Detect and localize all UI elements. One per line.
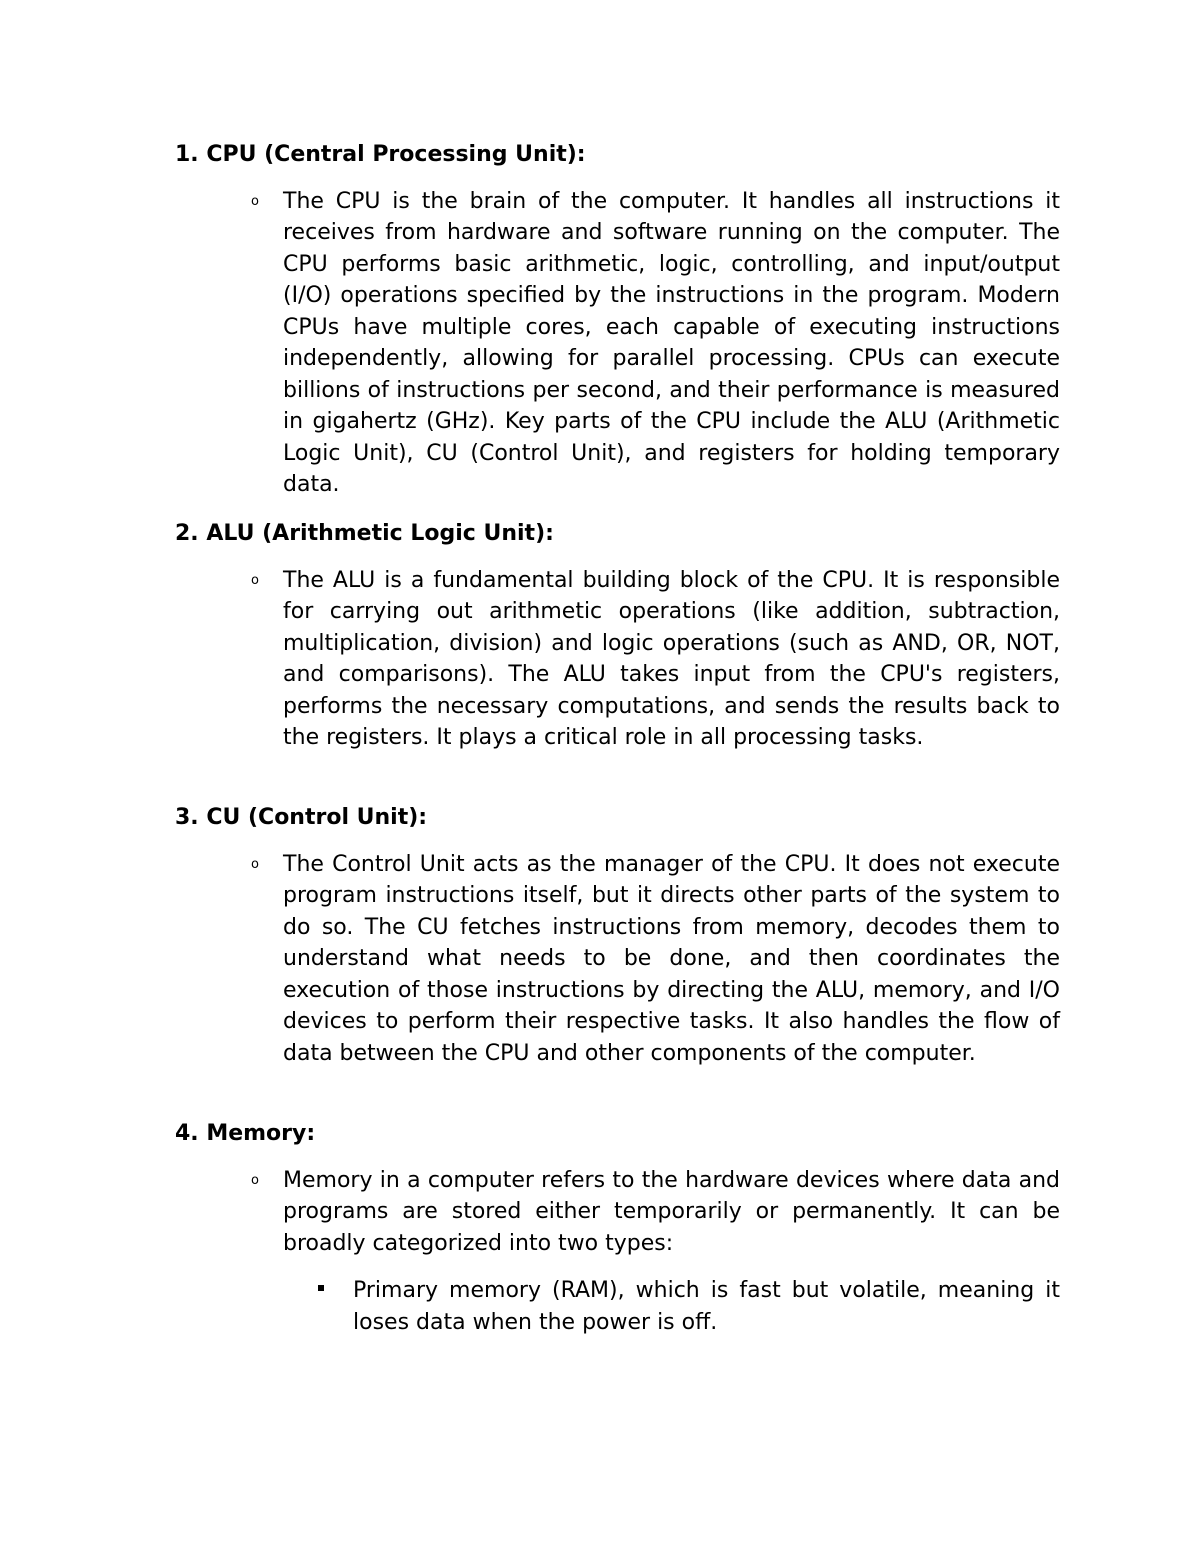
section-heading: 1. CPU (Central Processing Unit): — [175, 142, 586, 167]
list-item — [175, 565, 1060, 754]
list-item — [175, 186, 1060, 501]
section-cpu — [175, 139, 1060, 501]
square-bullet-icon — [318, 1285, 324, 1291]
paragraph: The CPU is the brain of the computer. It handles all instructions it receives from hardware and software running on the computer. The CPU performs basic arithmetic, logic, controlling, and input/output (I/O) operations specified by the instructions in the program. Modern CPUs have multiple cores, each capable of executing instructions independently, allowing for parallel processing. CPUs can execute billions of instructions per second, and their performance is measured in gigahertz (GHz). Key parts of the CPU include the ALU (Arithmetic Logic Unit), CU (Control Unit), and registers for holding temporary data. — [283, 188, 1060, 497]
section-heading: 2. ALU (Arithmetic Logic Unit): — [175, 521, 554, 546]
list-item — [175, 1165, 1060, 1260]
circle-bullet-icon: o — [251, 572, 259, 588]
section-alu — [175, 518, 1060, 754]
section-heading: 3. CU (Control Unit): — [175, 805, 428, 830]
section-heading: 4. Memory: — [175, 1121, 316, 1146]
section-memory — [175, 1118, 1060, 1338]
circle-bullet-icon: o — [251, 856, 259, 872]
paragraph: Memory in a computer refers to the hardware devices where data and programs are stored either temporarily or permanently. It can be broadly categorized into two types: — [283, 1167, 1060, 1256]
paragraph: The ALU is a fundamental building block of the CPU. It is responsible for carrying out arithmetic operations (like addition, subtraction, multiplication, division) and logic operations (such as AND, OR, NOT, and comparisons). The ALU takes input from the CPU's registers, performs the necessary computations, and sends the results back to the registers. It plays a critical role in all processing tasks. — [283, 567, 1060, 750]
list-item — [175, 849, 1060, 1070]
sub-list-item — [175, 1275, 1060, 1338]
section-cu — [175, 802, 1060, 1069]
paragraph: Primary memory (RAM), which is fast but volatile, meaning it loses data when the power is off. — [353, 1278, 1060, 1335]
paragraph: The Control Unit acts as the manager of the CPU. It does not execute program instructions itself, but it directs other parts of the system to do so. The CU fetches instructions from memory, decodes them to understand what needs to be done, and then coordinates the execution of those instructions by directing the ALU, memory, and I/O devices to perform their respective tasks. It also handles the flow of data between the CPU and other components of the computer. — [283, 851, 1060, 1066]
circle-bullet-icon: o — [251, 193, 259, 209]
circle-bullet-icon: o — [251, 1172, 259, 1188]
